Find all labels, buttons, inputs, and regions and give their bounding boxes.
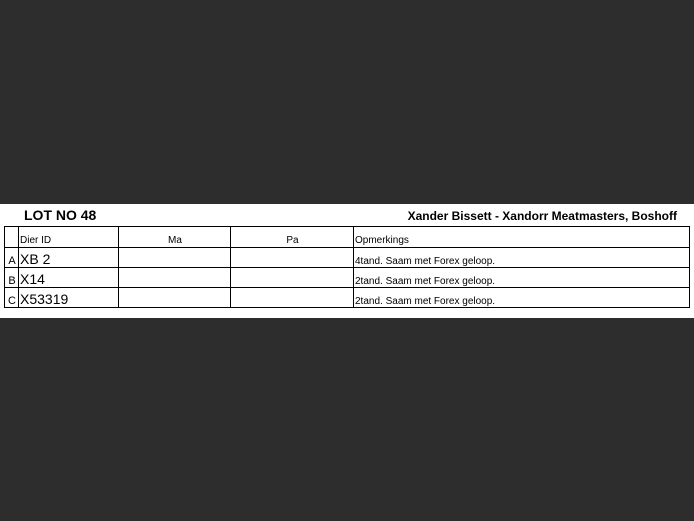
row-dier-id: X53319 bbox=[19, 288, 119, 308]
table-row bbox=[5, 268, 690, 288]
row-pa bbox=[231, 288, 354, 308]
row-opmerkings: 2tand. Saam met Forex geloop. bbox=[354, 268, 690, 288]
table-header-row bbox=[5, 227, 690, 248]
row-opmerkings: 4tand. Saam met Forex geloop. bbox=[354, 248, 690, 268]
row-dier-id: X14 bbox=[19, 268, 119, 288]
row-opmerkings: 2tand. Saam met Forex geloop. bbox=[354, 288, 690, 308]
header-letter bbox=[5, 227, 19, 248]
header-pa: Pa bbox=[231, 227, 354, 248]
row-ma bbox=[119, 248, 231, 268]
table-row bbox=[5, 248, 690, 268]
lot-table bbox=[4, 226, 690, 308]
row-dier-id: XB 2 bbox=[19, 248, 119, 268]
row-letter: B bbox=[5, 268, 19, 288]
row-ma bbox=[119, 288, 231, 308]
row-pa bbox=[231, 268, 354, 288]
seller-name: Xander Bissett - Xandorr Meatmasters, Boshoff bbox=[407, 209, 677, 223]
row-letter: A bbox=[5, 248, 19, 268]
header-ma: Ma bbox=[119, 227, 231, 248]
header-dier-id: Dier ID bbox=[19, 227, 119, 248]
header-opmerkings: Opmerkings bbox=[354, 227, 690, 248]
lot-title: LOT NO 48 bbox=[24, 207, 97, 223]
row-pa bbox=[231, 248, 354, 268]
row-ma bbox=[119, 268, 231, 288]
lot-sheet bbox=[0, 204, 694, 318]
row-letter: C bbox=[5, 288, 19, 308]
table-row bbox=[5, 288, 690, 308]
